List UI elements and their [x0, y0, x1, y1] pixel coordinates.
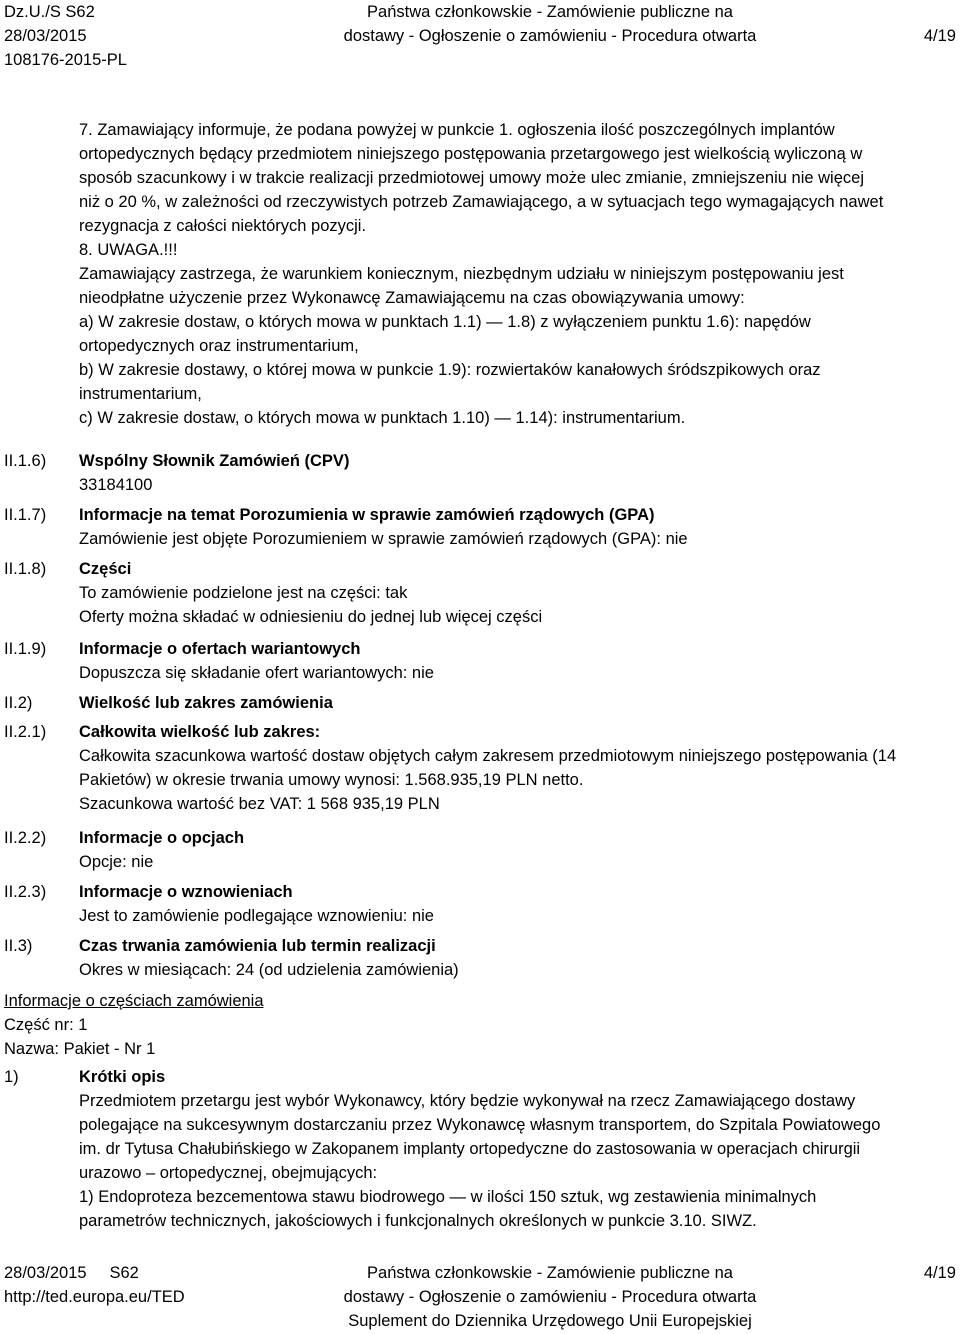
footer-center	[290, 1261, 810, 1333]
section-value: Okres w miesiącach: 24 (od udzielenia zamówienia)	[79, 961, 459, 979]
section-title: Informacje na temat Porozumienia w sprawie zamówień rządowych (GPA)	[79, 506, 655, 524]
section-number: II.1.8)	[4, 560, 47, 578]
section-gpa	[79, 503, 957, 551]
section-number: II.1.6)	[4, 452, 47, 470]
section-title: Wielkość lub zakres zamówienia	[79, 694, 333, 712]
section-value: Dopuszcza się składanie ofert wariantowych: nie	[79, 664, 434, 682]
lot-item-number: 1)	[4, 1068, 19, 1086]
footer-left	[4, 1261, 185, 1309]
header-page-number	[924, 0, 956, 48]
section-value: Opcje: nie	[79, 853, 154, 871]
lot-short-description	[79, 1065, 957, 1233]
intro-line: nieodpłatne użyczenie przez Wykonawcę Zamawiającemu na czas obowiązywania umowy:	[79, 289, 745, 307]
section-value: To zamówienie podzielone jest na części: tak	[79, 584, 408, 602]
section-number: II.2.3)	[4, 883, 47, 901]
section-renewals	[79, 880, 957, 928]
header-center	[290, 0, 810, 48]
header-title-line-1: Państwa członkowskie - Zamówienie publiczne na	[367, 3, 733, 21]
intro-line: 8. UWAGA.!!!	[79, 241, 178, 259]
section-title: Informacje o ofertach wariantowych	[79, 640, 361, 658]
section-number: II.2.1)	[4, 723, 47, 741]
header-notice-number: 108176-2015-PL	[4, 51, 127, 69]
lot-item-line: Przedmiotem przetargu jest wybór Wykonawcy, który będzie wykonywał na rzecz Zamawiającego dostawy	[79, 1092, 856, 1110]
section-value: Zamówienie jest objęte Porozumieniem w sprawie zamówień rządowych (GPA): nie	[79, 530, 688, 548]
lot-name: Nazwa: Pakiet - Nr 1	[4, 1040, 156, 1058]
section-number: II.1.7)	[4, 506, 47, 524]
lots-section	[4, 989, 954, 1061]
lot-item-line: 1) Endoproteza bezcementowa stawu biodrowego — w ilości 150 sztuk, wg zestawienia minimalnych	[79, 1188, 817, 1206]
section-value: Całkowita szacunkowa wartość dostaw objętych całym zakresem przedmiotowym niniejszego postępowania (14	[79, 747, 897, 765]
lot-item-line: urazowo – ortopedycznej, obejmujących:	[79, 1164, 378, 1182]
section-title: Całkowita wielkość lub zakres:	[79, 723, 321, 741]
lot-item-line: parametrów technicznych, jakościowych i funkcjonalnych określonych w punkcie 3.10. SIWZ.	[79, 1212, 757, 1230]
footer-title-line-2: dostawy - Ogłoszenie o zamówieniu - Procedura otwarta	[343, 1288, 757, 1306]
header-date: 28/03/2015	[4, 27, 87, 45]
intro-line: instrumentarium,	[79, 385, 202, 403]
section-value: 33184100	[79, 476, 153, 494]
intro-line: ortopedycznych oraz instrumentarium,	[79, 337, 359, 355]
section-number: II.1.9)	[4, 640, 47, 658]
section-title: Części	[79, 560, 132, 578]
intro-line: b) W zakresie dostawy, o której mowa w punkcie 1.9): rozwiertaków kanałowych śródszpikowych oraz	[79, 361, 821, 379]
lot-item-title: Krótki opis	[79, 1068, 166, 1086]
section-value: Oferty można składać w odniesieniu do jednej lub więcej części	[79, 608, 543, 626]
intro-line: rezygnacja z całości niektórych pozycji.	[79, 217, 367, 235]
intro-line: c) W zakresie dostaw, o których mowa w punktach 1.10) — 1.14): instrumentarium.	[79, 409, 686, 427]
intro-line: sposób szacunkowy i w trakcie realizacji przedmiotowej umowy może ulec zmianie, zmniejszeniu nie więcej	[79, 169, 864, 187]
section-total-quantity	[79, 720, 957, 816]
section-value: Szacunkowa wartość bez VAT: 1 568 935,19 PLN	[79, 795, 440, 813]
header-journal-ref: Dz.U./S S62	[4, 3, 95, 21]
intro-line: niż o 20 %, w zależności od rzeczywistych potrzeb Zamawiającego, a w sytuacjach tego wymagających nawet	[79, 193, 884, 211]
section-title: Informacje o opcjach	[79, 829, 245, 847]
footer-url[interactable]: http://ted.europa.eu/TED	[4, 1288, 185, 1306]
section-number: II.2.2)	[4, 829, 47, 847]
footer-title-line-3: Suplement do Dziennika Urzędowego Unii Europejskiej	[348, 1312, 752, 1330]
header-page: 4/19	[923, 27, 956, 45]
lots-heading: Informacje o częściach zamówienia	[4, 992, 264, 1010]
footer-title-line-1: Państwa członkowskie - Zamówienie publiczne na	[367, 1264, 733, 1282]
section-title: Informacje o wznowieniach	[79, 883, 293, 901]
section-cpv	[79, 449, 957, 497]
footer-page-number	[924, 1261, 956, 1285]
intro-line: ortopedycznych będący przedmiotem niniejszego postępowania przetargowego jest wielkością wyliczoną w	[79, 145, 863, 163]
section-number: II.2)	[4, 694, 33, 712]
section-parts	[79, 557, 957, 629]
section-options	[79, 826, 957, 874]
section-value: Jest to zamówienie podlegające wznowieniu: nie	[79, 907, 434, 925]
header-title-line-2: dostawy - Ogłoszenie o zamówieniu - Procedura otwarta	[343, 27, 757, 45]
footer-page: 4/19	[923, 1264, 956, 1282]
intro-line: a) W zakresie dostaw, o których mowa w punktach 1.1) — 1.8) z wyłączeniem punktu 1.6): napędów	[79, 313, 811, 331]
lot-item-line: im. dr Tytusa Chałubińskiego w Zakopanem implanty ortopedyczne do zastosowania w operacjach chirurgii	[79, 1140, 861, 1158]
lot-part-number: Część nr: 1	[4, 1016, 88, 1034]
footer-date-issue: 28/03/2015 S62	[4, 1264, 139, 1282]
section-scope	[79, 691, 957, 715]
intro-line: 7. Zamawiający informuje, że podana powyżej w punkcie 1. ogłoszenia ilość poszczególnych implantów	[79, 121, 835, 139]
section-variants	[79, 637, 957, 685]
section-value: Pakietów) w okresie trwania umowy wynosi: 1.568.935,19 PLN netto.	[79, 771, 584, 789]
section-title: Czas trwania zamówienia lub termin realizacji	[79, 937, 436, 955]
intro-line: Zamawiający zastrzega, że warunkiem koniecznym, niezbędnym udziału w niniejszym postępowaniu jest	[79, 265, 844, 283]
section-duration	[79, 934, 957, 982]
intro-text	[79, 118, 957, 430]
section-title: Wspólny Słownik Zamówień (CPV)	[79, 452, 350, 470]
section-number: II.3)	[4, 937, 33, 955]
lot-item-line: polegające na sukcesywnym dostarczaniu przez Wykonawcę własnym transportem, do Szpitala Powiatowego	[79, 1116, 881, 1134]
header-left	[4, 0, 127, 72]
